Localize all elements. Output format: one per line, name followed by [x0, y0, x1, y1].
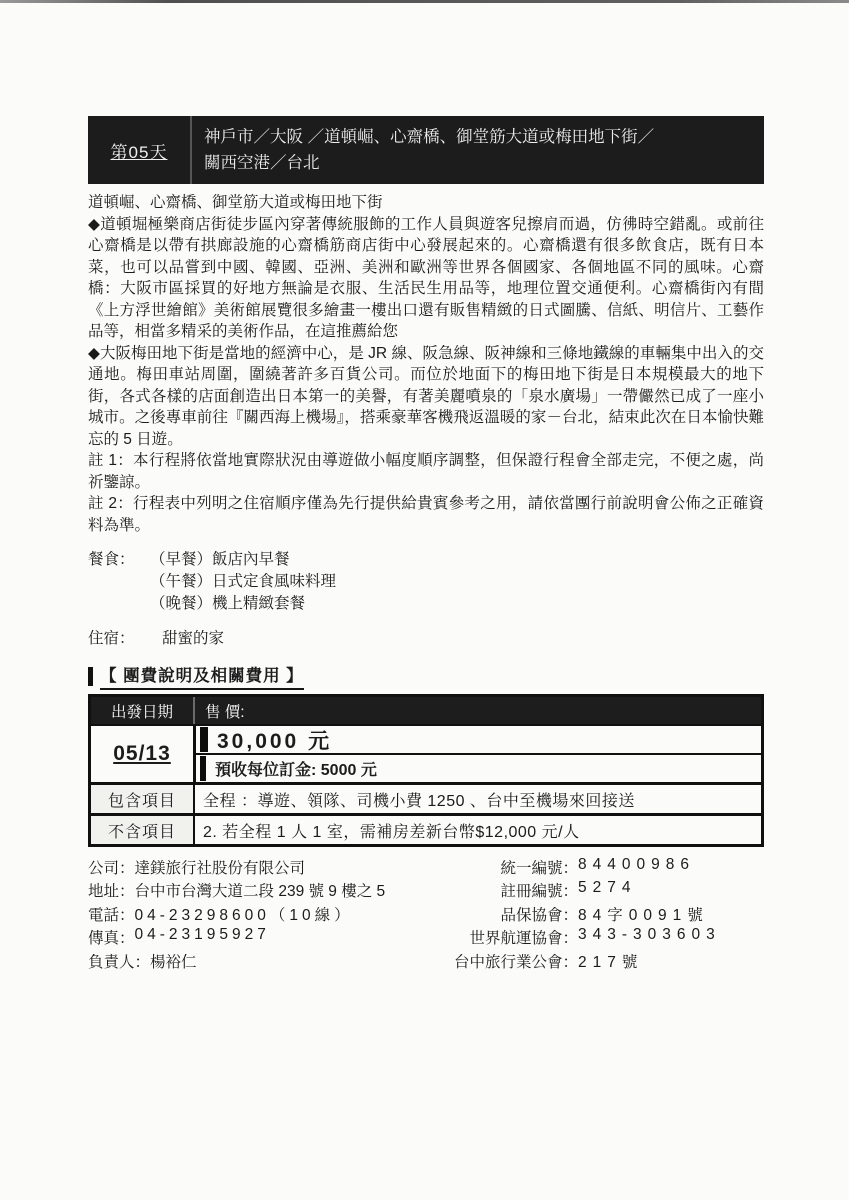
itinerary-description	[88, 192, 764, 536]
world-airline-association-label: 世界航運協會：	[469, 930, 578, 948]
unified-number-label: 統一編號：	[500, 859, 578, 877]
fees-title-text: 【 團費說明及相關費用 】	[100, 662, 304, 690]
unified-number-field	[440, 856, 764, 878]
fees-price-row	[91, 724, 761, 782]
day-header-bar	[88, 116, 764, 184]
company-row-4	[88, 926, 764, 950]
day-number-label: 第05天	[110, 142, 168, 162]
company-row-5	[88, 949, 764, 973]
fax-label: 傳真：	[88, 930, 135, 948]
departure-date-value: 05/13	[113, 742, 171, 765]
company-name-field	[88, 856, 440, 878]
paragraph-dotonbori: ◆道頓堀極樂商店街徒步區內穿著傳統服飾的工作人員與遊客兒擦肩而過，仿彿時空錯亂。或前往心齋橋是以帶有拱廊設施的心齋橋筋商店街中心發展起來的。心齋橋還有很多飲食店，既有日本菜，也可以品嘗到中國、韓國、亞洲、美洲和歐洲等世界各個國家、各個地區不同的風味。心齋橋：大阪市區採買的好地方無論是衣服、生活民生用品等，地理位置交通便利。心齋橋街內有間《上方浮世繪館》美術館展覽很多繪畫一樓出口還有販售精緻的日式圖騰、信紙、明信片、工藝作品等，相當多精采的美術作品，在這推薦給您	[88, 215, 764, 340]
manager-label: 負責人：	[88, 953, 151, 971]
meals-label: 餐食：	[88, 551, 135, 568]
route-title-line2: 關西空港／台北	[204, 154, 320, 172]
exclude-text: 2. 若全程 1 人 1 室，需補房差新台幣$12,000 元/人	[203, 823, 580, 841]
note-1: 註 1：本行程將依當地實際狀況由導遊做小幅度順序調整，但保證行程會全部走完，不便之處，尚祈鑒諒。	[88, 452, 764, 491]
company-row-1	[88, 855, 764, 879]
company-name-label: 公司：	[88, 859, 135, 877]
itinerary-content	[88, 116, 764, 973]
price-bar-decoration	[200, 727, 208, 752]
lodging-label: 住宿：	[88, 630, 135, 647]
price-stack	[196, 726, 761, 782]
scan-edge-artifact	[0, 0, 849, 3]
quality-assurance-label: 品保協會：	[500, 906, 578, 924]
itinerary-subtitle: 道頓崛、心齋橋、御堂筋大道或梅田地下街	[88, 194, 383, 211]
travel-association-field	[440, 950, 764, 972]
price-deposit-value: 預收每位訂金: 5000 元	[215, 762, 377, 779]
header-price: 售 價:	[205, 703, 245, 721]
address-field	[88, 879, 440, 901]
manager-value: 楊裕仁	[150, 953, 197, 971]
header-departure-date: 出發日期	[91, 697, 195, 724]
phone-field	[88, 903, 440, 925]
company-row-3	[88, 902, 764, 926]
deposit-bar-decoration	[200, 756, 206, 781]
fees-table-header-row	[91, 697, 761, 724]
registration-number-field	[440, 879, 764, 901]
travel-association-value: 217號	[578, 953, 644, 971]
price-deposit-line	[196, 753, 761, 782]
fax-field	[88, 926, 440, 948]
include-label: 包含項目	[91, 785, 195, 813]
unified-number-value: 84400986	[578, 855, 695, 873]
meal-dinner: （晚餐）機上精緻套餐	[150, 595, 306, 612]
quality-assurance-value: 84字0091號	[578, 906, 709, 924]
exclude-label: 不含項目	[91, 816, 195, 844]
travel-association-label: 台中旅行業公會：	[453, 953, 578, 971]
meals-block	[88, 549, 764, 615]
address-value: 台中市台灣大道二段 239 號 9 樓之 5	[134, 883, 386, 901]
fees-section-title	[88, 662, 764, 690]
route-title-line1: 神戶市／大阪 ／道頓崛、心齋橋、御堂筋大道或梅田地下街／	[204, 128, 655, 146]
registration-number-value: 5274	[578, 879, 637, 897]
fees-table	[88, 694, 764, 847]
lodging-value: 甜蜜的家	[162, 630, 225, 647]
registration-number-label: 註冊編號：	[500, 883, 578, 901]
meal-items	[150, 549, 336, 615]
fees-exclude-row	[91, 813, 761, 844]
departure-date-cell	[91, 726, 196, 782]
price-main-line	[196, 726, 761, 753]
company-row-2	[88, 879, 764, 903]
day-number-cell	[88, 116, 192, 184]
company-name-value: 達鎂旅行社股份有限公司	[134, 859, 306, 877]
meal-lunch: （午餐）日式定食風味料理	[150, 573, 337, 590]
include-text: 全程 ：導遊、領隊、司機小費 1250 、台中至機場來回接送	[203, 792, 635, 810]
phone-label: 電話：	[88, 906, 135, 924]
quality-assurance-field	[440, 903, 764, 925]
world-airline-association-value: 343-303603	[578, 926, 721, 944]
meal-breakfast: （早餐）飯店內早餐	[150, 551, 290, 568]
lodging-block	[88, 626, 764, 648]
phone-value: 04-23298600（10線）	[134, 906, 354, 924]
fax-value: 04-23195927	[134, 926, 270, 944]
title-bar-decoration	[88, 667, 93, 686]
manager-field	[88, 950, 440, 972]
world-airline-association-field	[440, 926, 764, 948]
note-2: 註 2：行程表中列明之住宿順序僅為先行提供給貴賓參考之用，請依當團行前說明會公佈之正確資料為準。	[88, 495, 764, 534]
route-title	[192, 116, 764, 184]
company-info	[88, 855, 764, 973]
fees-include-row	[91, 782, 761, 813]
paragraph-umeda: ◆大阪梅田地下街是當地的經濟中心，是 JR 線、阪急線、阪神線和三條地鐵線的車輛集中出入的交通地。梅田車站周圍，圍繞著許多百貨公司。而位於地面下的梅田地下街是日本規模最大的地下街，各式各樣的店面創造出日本第一的美譽，有著美麗噴泉的「泉水廣場」一帶儼然已成了一座小城市。之後專車前往『關西海上機場』，搭乘豪華客機飛返溫暖的家－台北，結束此次在日本愉快難忘的 5 日遊。	[88, 344, 764, 448]
address-label: 地址：	[88, 883, 135, 901]
price-main-value: 30,000 元	[217, 729, 333, 753]
